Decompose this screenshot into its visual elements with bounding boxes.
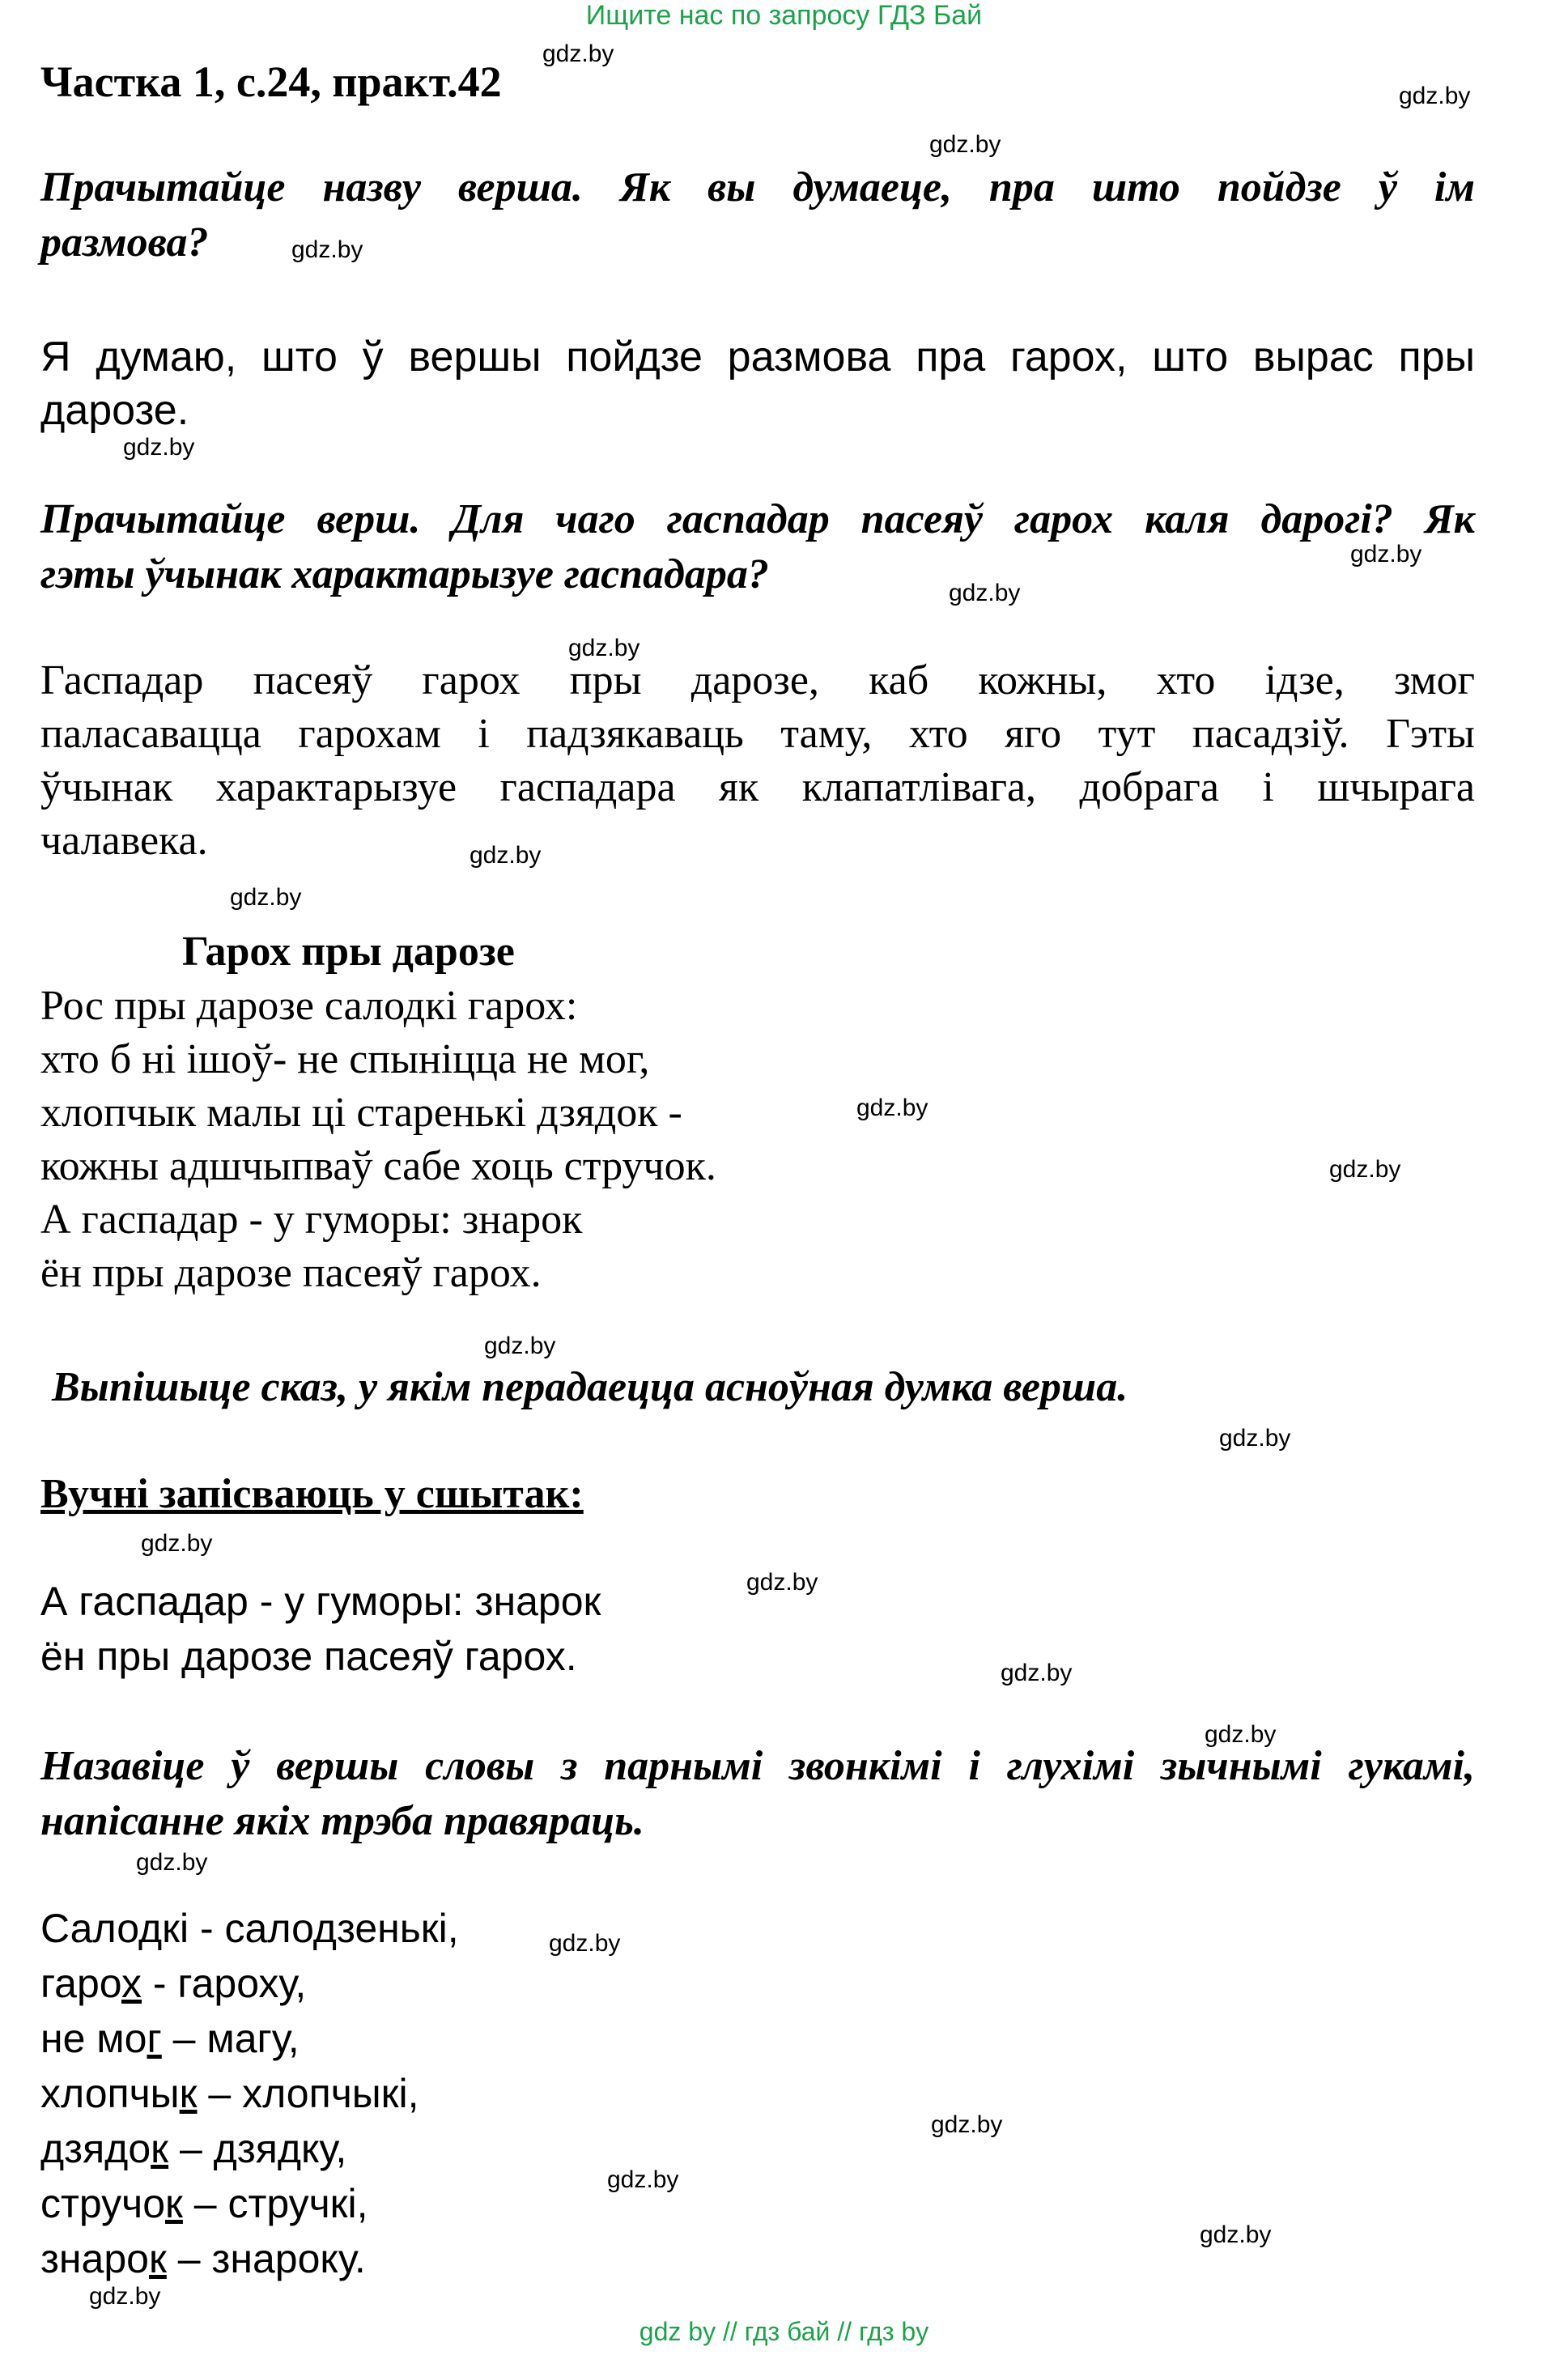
watermark: gdz.by bbox=[931, 2111, 1003, 2138]
watermark: gdz.by bbox=[1200, 2221, 1272, 2248]
top-banner[interactable]: Ищите нас по запросу ГДЗ Бай bbox=[585, 0, 983, 31]
page-title: Частка 1, с.24, практ.42 bbox=[40, 57, 502, 106]
watermark: gdz.by bbox=[1399, 83, 1471, 109]
poem-line: Рос пры дарозе салодкі гарох: bbox=[40, 983, 578, 1029]
poem-line: ён пры дарозе пасеяў гарох. bbox=[40, 1250, 542, 1296]
watermark: gdz.by bbox=[123, 434, 195, 461]
word-list-item: хлопчык – хлопчыкі, bbox=[40, 2071, 419, 2116]
question-4-line-2: напісанне якіх трэба правяраць. bbox=[40, 1798, 644, 1844]
question-1-line-2: размова? bbox=[40, 219, 209, 266]
watermark: gdz.by bbox=[542, 40, 614, 67]
question-1 bbox=[40, 160, 1475, 270]
poem-line: хлопчык малы ці старенькі дзядок - bbox=[40, 1090, 682, 1136]
answer-2-line-1: Гаспадар пасеяў гарох пры дарозе, каб кожны, хто ідзе, змог bbox=[40, 657, 1475, 704]
answer-1 bbox=[40, 330, 1475, 437]
question-1-line-1: Прачытайце назву верша. Як вы думаеце, пра што пойдзе ў ім bbox=[40, 164, 1475, 210]
poem-line: А гаспадар - у гуморы: знарок bbox=[40, 1197, 583, 1243]
watermark: gdz.by bbox=[929, 131, 1001, 158]
answer-1-line-1: Я думаю, што ў вершы пойдзе размова пра гарох, што вырас пры bbox=[40, 334, 1475, 380]
question-2 bbox=[40, 492, 1475, 602]
question-4 bbox=[40, 1739, 1475, 1849]
watermark: gdz.by bbox=[1350, 541, 1422, 567]
answer-1-line-2: дарозе. bbox=[40, 387, 189, 434]
answer-2-line-3: ўчынак характарызуе гаспадара як клапатлівага, добрага і шчырага bbox=[40, 764, 1475, 810]
word-list-item: дзядок – дзядку, bbox=[40, 2126, 347, 2171]
poem-line: хто б ні ішоў- не спыніцца не мог, bbox=[40, 1036, 650, 1082]
word-list-item: гарох - гароху, bbox=[40, 1961, 307, 2006]
answer-2-line-2: паласавацца гарохам і падзякаваць таму, хто яго тут пасадзіў. Гэты bbox=[40, 711, 1475, 757]
watermark: gdz.by bbox=[607, 2166, 679, 2193]
watermark: gdz.by bbox=[484, 1333, 556, 1359]
watermark: gdz.by bbox=[1219, 1425, 1291, 1452]
watermark: gdz.by bbox=[470, 842, 542, 869]
watermark: gdz.by bbox=[141, 1530, 213, 1557]
watermark: gdz.by bbox=[89, 2283, 161, 2310]
watermark: gdz.by bbox=[856, 1095, 928, 1121]
watermark: gdz.by bbox=[1329, 1156, 1401, 1183]
notebook-heading: Вучні запісваюць у сшытак: bbox=[40, 1471, 584, 1517]
question-2-line-2: гэты ўчынак характарызуе гаспадара? bbox=[40, 551, 769, 597]
watermark: gdz.by bbox=[1205, 1721, 1277, 1748]
watermark: gdz.by bbox=[568, 635, 640, 661]
word-list-item: стручок – стручкі, bbox=[40, 2181, 368, 2226]
watermark: gdz.by bbox=[230, 884, 302, 911]
footer-links[interactable]: gdz by // гдз бай // гдз by bbox=[639, 2317, 929, 2346]
notebook-line-2: ён пры дарозе пасеяў гарох. bbox=[40, 1634, 577, 1679]
question-3: Выпішыце сказ, у якім перадаецца асноўная думка верша. bbox=[52, 1364, 1128, 1410]
watermark: gdz.by bbox=[291, 236, 363, 263]
question-4-line-1: Назавіце ў вершы словы з парнымі звонкімі і глухімі зычнымі гукамі, bbox=[40, 1743, 1475, 1789]
answer-2-line-4: чалавека. bbox=[40, 818, 208, 864]
watermark: gdz.by bbox=[949, 580, 1021, 606]
poem bbox=[40, 980, 716, 1300]
answer-2 bbox=[40, 654, 1475, 868]
watermark: gdz.by bbox=[746, 1569, 818, 1596]
notebook-quote bbox=[40, 1574, 601, 1684]
watermark: gdz.by bbox=[136, 1849, 208, 1876]
word-list-item: Салодкі - салодзенькі, bbox=[40, 1906, 459, 1951]
poem-line: кожны адшчыпваў сабе хоць стручок. bbox=[40, 1143, 716, 1189]
word-list-item: не мог – магу, bbox=[40, 2016, 300, 2061]
watermark: gdz.by bbox=[1001, 1660, 1073, 1686]
notebook-line-1: А гаспадар - у гуморы: знарок bbox=[40, 1579, 601, 1624]
word-list-item: знарок – знароку. bbox=[40, 2236, 366, 2281]
question-2-line-1: Прачытайце верш. Для чаго гаспадар пасеяў гарох каля дарогі? Як bbox=[40, 496, 1475, 542]
word-list bbox=[40, 1901, 459, 2286]
watermark: gdz.by bbox=[549, 1930, 621, 1957]
poem-title: Гарох пры дарозе bbox=[182, 929, 515, 975]
